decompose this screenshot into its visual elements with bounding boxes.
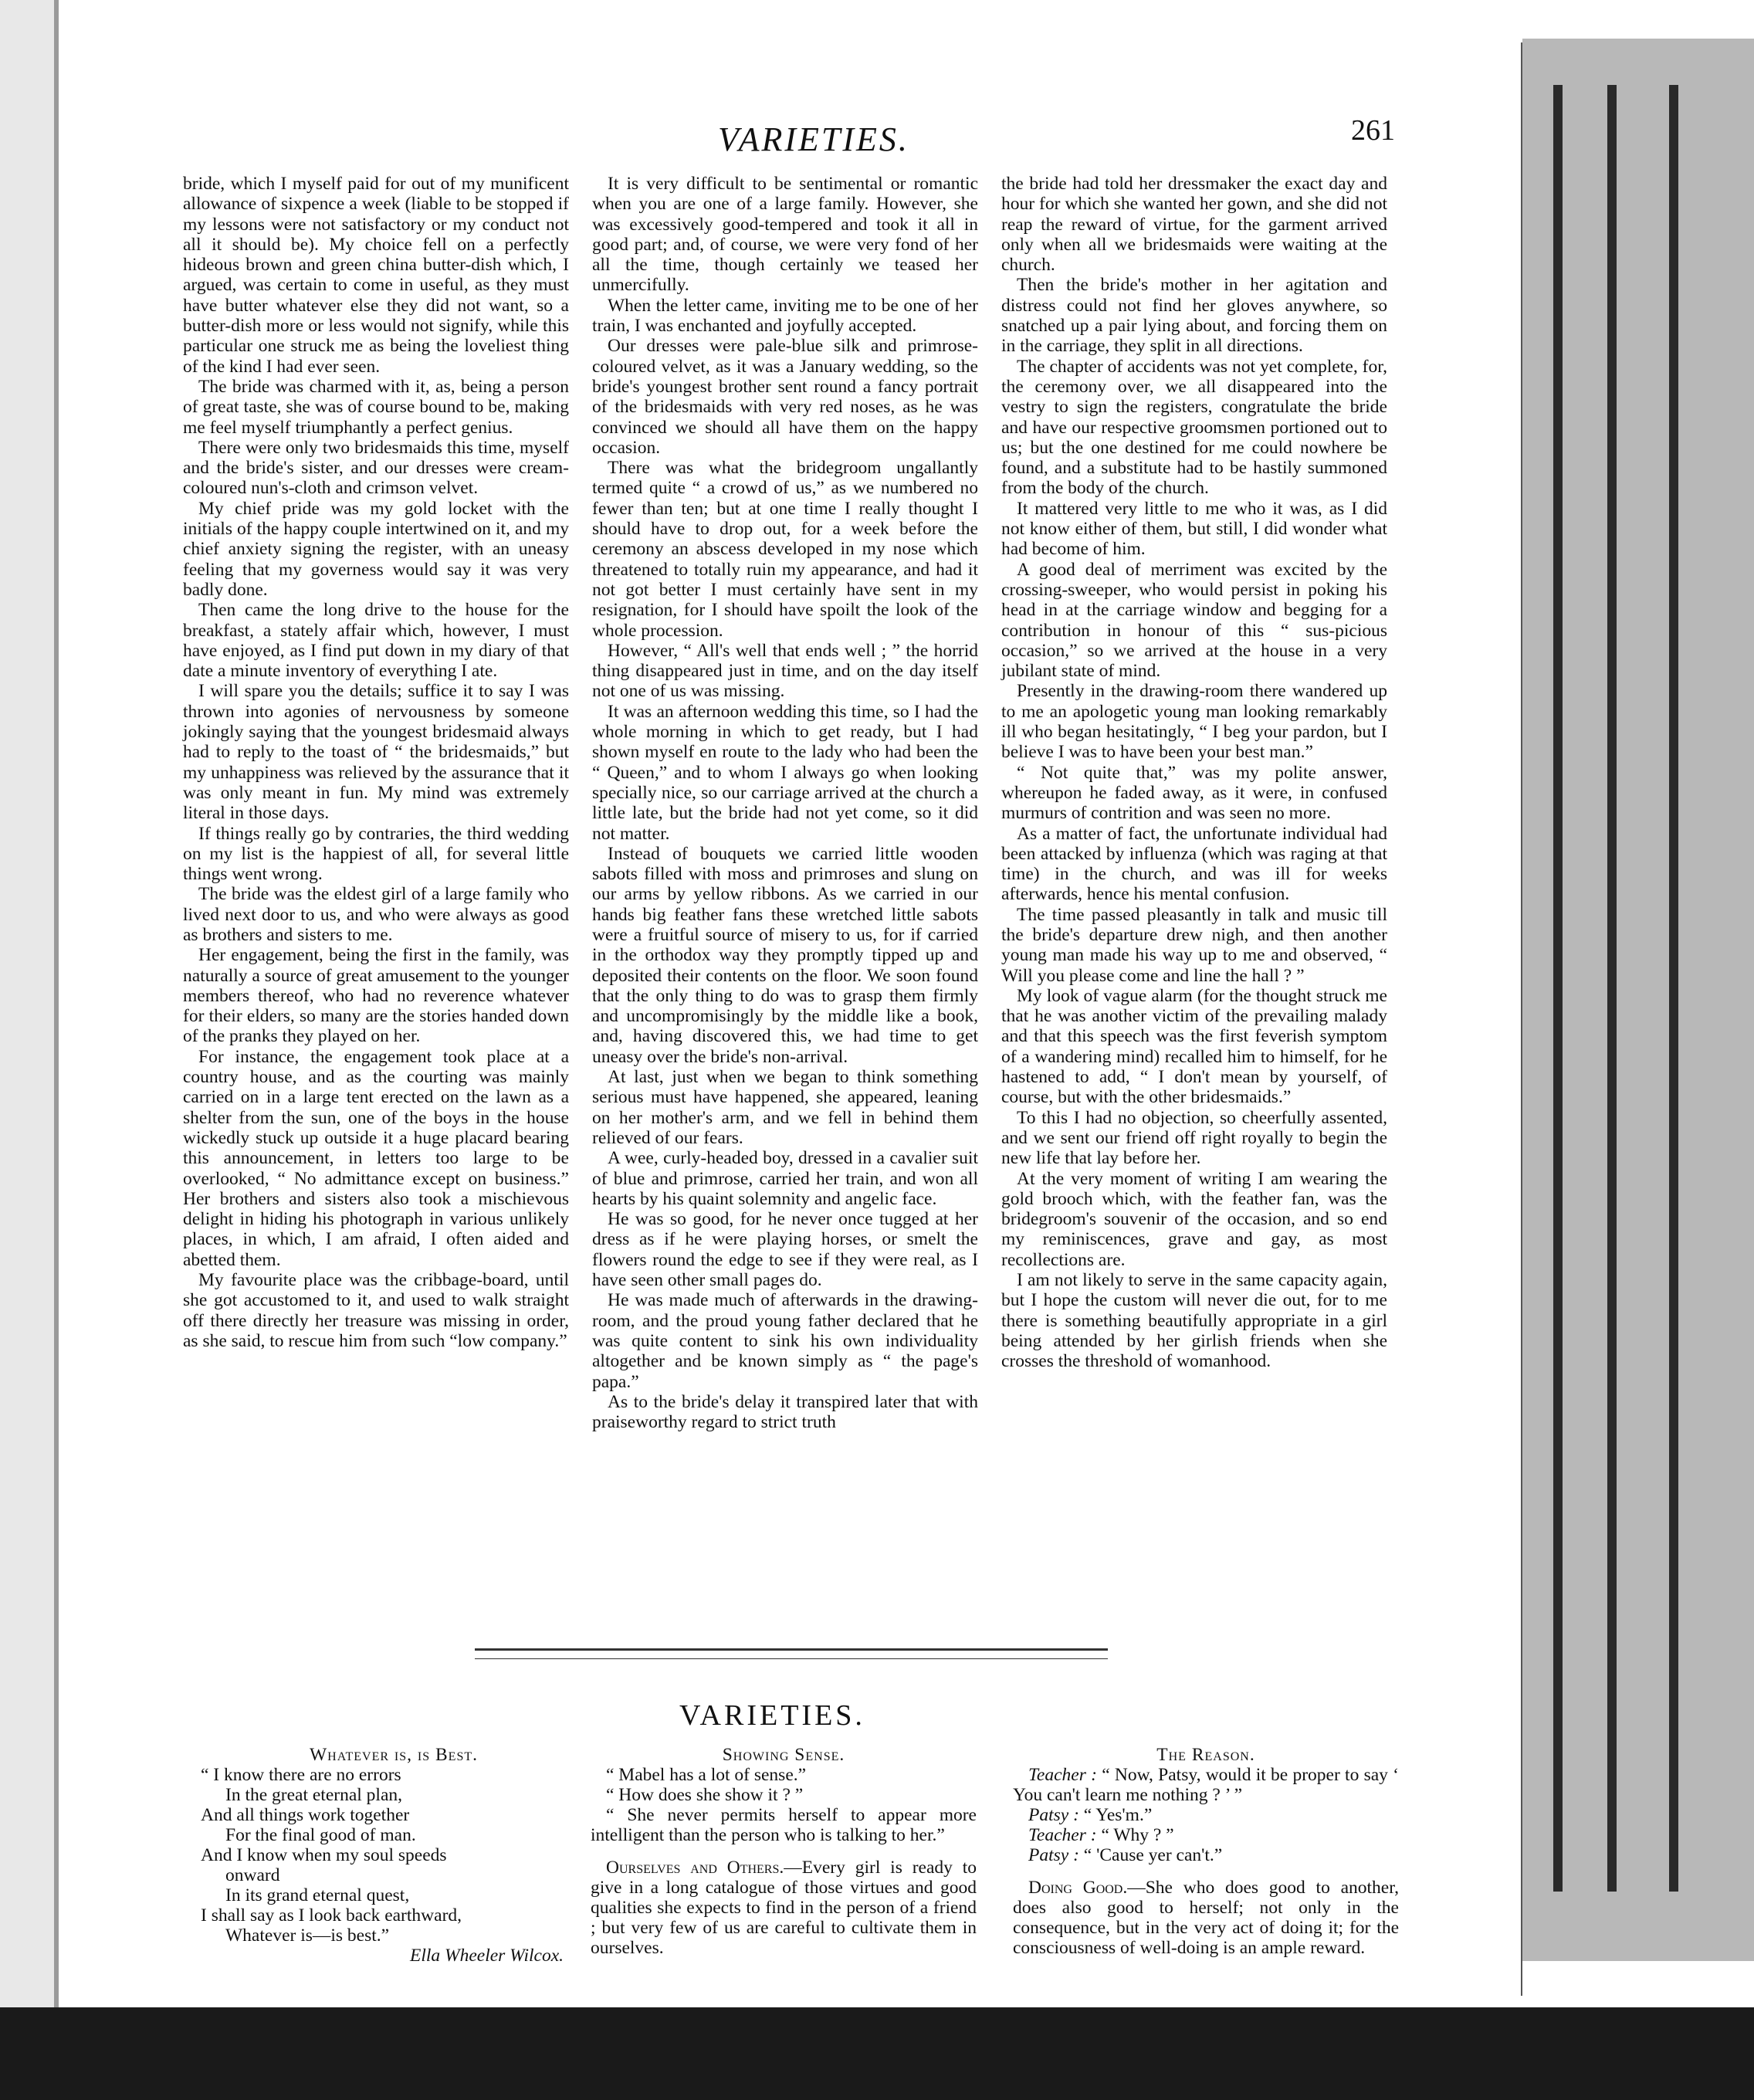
- paragraph: He was so good, for he never once tugged at her dress as if he were playing horses, or smelt the flowers round the edge to see if they were real, as I have seen other small pages do.: [592, 1209, 978, 1291]
- speaker: Teacher :: [1028, 1765, 1097, 1785]
- doing-good-text: —She who does good to another, does also good to herself; not only in the consequence, but in the very act of doing it; for the consciousness of well-doing is an ample reward.: [1013, 1878, 1399, 1958]
- sense-line: “ How does she show it ? ”: [606, 1785, 804, 1805]
- speaker: Teacher :: [1028, 1825, 1097, 1845]
- poem-line: And I know when my soul speeds: [201, 1845, 447, 1865]
- poem-line: For the final good of man.: [225, 1825, 416, 1845]
- book-page-edges: [1522, 39, 1754, 1961]
- paragraph: There were only two bridesmaids this time, myself and the bride's sister, and our dresses were cream-coloured nun's-cloth and crimson velvet.: [183, 437, 569, 499]
- paragraph: At last, just when we began to think something serious must have happened, she appeared, leaning on her mother's arm, and we fell in behind them relieved of our fears.: [592, 1067, 978, 1148]
- poem-line: In the great eternal plan,: [225, 1785, 403, 1805]
- paragraph: Then the bride's mother in her agitation and distress could not find her gloves anywhere, so snatched up a pair lying about, and forcing them on in the carriage, they split in all directions.: [1001, 275, 1387, 357]
- paragraph: The chapter of accidents was not yet complete, for, the ceremony over, we all disappeared into the vestry to sign the registers, congratulate the bride and have our respective groomsmen portioned out to us; but the one destined for me could nowhere be found, and a substitute had to be hastily summoned from the body of the church.: [1001, 356, 1387, 499]
- paragraph: A good deal of merriment was excited by the crossing-sweeper, who would persist in poking his head in at the carriage window and begging for a contribution in honour of this “ sus-picious occasion,” so we arrived at the house in a very jubilant state of mind.: [1001, 559, 1387, 682]
- paragraph: The bride was charmed with it, as, being a person of great taste, she was of course bound to be, making me feel myself triumphantly a perfect genius.: [183, 376, 569, 438]
- speech: “ Why ? ”: [1096, 1825, 1174, 1845]
- paragraph: Her engagement, being the first in the family, was naturally a source of great amusement to the younger members thereof, who had no reverence whatever for their elders, so many are the stories handed down of the pranks they played on her.: [183, 945, 569, 1047]
- sense-column: [591, 1745, 977, 1958]
- paragraph: At the very moment of writing I am wearing the gold brooch which, with the feather fan, was the bridegroom's souvenir of the occasion, and so end my reminiscences, grave and gay, as most recollections are.: [1001, 1168, 1387, 1270]
- paragraph: My favourite place was the cribbage-board, until she got accustomed to it, and used to walk straight off there directly her treasure was missing in order, as she said, to rescue him from such “low company.”: [183, 1270, 569, 1351]
- paragraph: A wee, curly-headed boy, dressed in a cavalier suit of blue and primrose, carried her train, and won all hearts by his quaint solemnity and angelic face.: [592, 1148, 978, 1209]
- poem-line: onward: [225, 1865, 280, 1885]
- paragraph: As a matter of fact, the unfortunate individual had been attacked by influenza (which was raging at that time) in the church, and was ill for weeks afterwards, hence his mental confusion.: [1001, 823, 1387, 905]
- poem-line: Whatever is—is best.”: [225, 1926, 390, 1946]
- sense-heading: Showing Sense.: [722, 1745, 845, 1765]
- poem-heading: Whatever is, is Best.: [309, 1745, 478, 1765]
- paragraph: The time passed pleasantly in talk and music till the bride's departure drew nigh, and then another young man made his way up to me and observed, “ Will you please come and line the hall ? ”: [1001, 904, 1387, 986]
- page-number: 261: [1351, 114, 1395, 147]
- paragraph: It was an afternoon wedding this time, so I had the whole morning in which to get ready, but I had shown myself en route to the lady who had been the “ Queen,” and to whom I always go when looking specially nice, so our carriage arrived at the church a little late, but the bride had not yet come, so it did not matter.: [592, 701, 978, 844]
- paragraph: If things really go by contraries, the third wedding on my list is the happiest of all, for several little things went wrong.: [183, 823, 569, 885]
- doing-good-lead: Doing Good.: [1028, 1878, 1128, 1898]
- page-edge-line: [1553, 85, 1563, 1892]
- poem-line: “ I know there are no errors: [201, 1765, 401, 1785]
- paragraph: To this I had no objection, so cheerfully assented, and we sent our friend off right royally to begin the new life that lay before her.: [1001, 1107, 1387, 1169]
- dialogue-line: [1013, 1765, 1399, 1805]
- paragraph: Instead of bouquets we carried little wooden sabots filled with moss and primroses and slung on our arms by yellow ribbons. As we carried in our hands big feather fans these wretched little sabots were a fruitful source of misery to us, for if carried in the orthodox way they promptly tipped up and deposited their contents on the floor. We soon found that the only thing to do was to grasp them firmly and uncompromisingly by the middle like a book, and, having discovered this, we had time to get uneasy over the bride's non-arrival.: [592, 843, 978, 1067]
- poem-line: And all things work together: [201, 1805, 410, 1825]
- reason-column: [1013, 1745, 1399, 1958]
- paragraph: As to the bride's delay it transpired later that with praiseworthy regard to strict truth: [592, 1391, 978, 1433]
- paragraph: I will spare you the details; suffice it to say I was thrown into agonies of nervousness by someone jokingly saying that the youngest bridesmaid always had to reply to the toast of “ the bridesmaids,” but my unhappiness was relieved by the assurance that it was only meant in fun. My mind was extremely literal in those days.: [183, 681, 569, 824]
- paragraph: For instance, the engagement took place at a country house, and as the courting was mainly carried on in a large tent erected on the lawn as a shelter from the sun, one of the boys in the house wickedly stuck up outside it a huge placard bearing this announcement, in letters too large to be overlooked, “ No admittance except on business.” Her brothers and sisters also took a mischievous delight in hiding his photograph in various unlikely places, in which, I am afraid, I often aided and abetted them.: [183, 1046, 569, 1270]
- paragraph: Then came the long drive to the house for the breakfast, a stately affair which, however, I must have enjoyed, as I find put down in my diary of that date a minute inventory of everything I ate.: [183, 600, 569, 682]
- text-column-3: [1001, 174, 1387, 1372]
- running-head: VARIETIES.: [718, 120, 909, 158]
- speech: “ 'Cause yer can't.”: [1078, 1845, 1223, 1865]
- paragraph: the bride had told her dressmaker the exact day and hour for which she wanted her gown, and she did not reap the reward of virtue, for the garment arrived only when all we bridesmaids were waiting at the church.: [1001, 174, 1387, 276]
- section-divider: [475, 1648, 1108, 1659]
- ourselves-text: —Every girl is ready to give in a long catalogue of those virtues and good qualities she expects to find in the person of a friend ; but very few of us are careful to cultivate them in ourselves.: [591, 1858, 977, 1958]
- poem-author: Ella Wheeler Wilcox.: [409, 1946, 564, 1966]
- speech: “ Yes'm.”: [1078, 1805, 1153, 1825]
- text-column-1: [183, 174, 569, 1351]
- paragraph: When the letter came, inviting me to be one of her train, I was enchanted and joyfully accepted.: [592, 295, 978, 337]
- speaker: Patsy :: [1028, 1805, 1079, 1825]
- dialogue-line: [1013, 1845, 1399, 1865]
- paragraph: bride, which I myself paid for out of my munificent allowance of sixpence a week (liable to be stopped if my lessons were not satisfactory or my conduct not all it should be). My choice fell on a perfectly hideous brown and green china butter-dish which, I argued, was certain to come in useful, as they must have butter whatever else they did not want, so a butter-dish more or less would not signify, while this particular one struck me as being the loveliest thing of the kind I had ever seen.: [183, 174, 569, 377]
- paragraph: He was made much of afterwards in the drawing-room, and the proud young father declared that he was quite content to sink his own individuality altogether and be known simply as “ the page's papa.”: [592, 1290, 978, 1392]
- paragraph: It mattered very little to me who it was, as I did not know either of them, but still, I did wonder what had become of him.: [1001, 498, 1387, 560]
- text-column-2: [592, 174, 978, 1432]
- paragraph: It is very difficult to be sentimental or romantic when you are one of a large family. However, she was excessively good-tempered and took it all in good part; and, of course, we were very fond of her all the time, though certainly we teased her unmercifully.: [592, 174, 978, 296]
- book-binding-left: [0, 0, 59, 2100]
- paragraph: I am not likely to serve in the same capacity again, but I hope the custom will never die out, for to me there is something beautifully appropriate in a girl being attended by her girlish friends when she crosses the threshold of womanhood.: [1001, 1270, 1387, 1372]
- poem-line: In its grand eternal quest,: [225, 1885, 410, 1905]
- book-bottom-shadow: [0, 2007, 1754, 2100]
- paragraph: Our dresses were pale-blue silk and primrose-coloured velvet, as it was a January wedding, so the bride's youngest brother sent round a fancy portrait of the bridesmaids with very red noses, as he was convinced we should all have them on the happy occasion.: [592, 336, 978, 458]
- reason-heading: The Reason.: [1156, 1745, 1255, 1765]
- dialogue-line: [1013, 1825, 1399, 1845]
- speaker: Patsy :: [1028, 1845, 1079, 1865]
- section-title: VARIETIES.: [679, 1699, 865, 1732]
- paragraph: However, “ All's well that ends well ; ” the horrid thing disappeared just in time, and on the day itself not one of us was missing.: [592, 640, 978, 702]
- sense-line: “ Mabel has a lot of sense.”: [606, 1765, 807, 1785]
- doing-good-paragraph: [1013, 1878, 1399, 1958]
- ourselves-lead: Ourselves and Others.: [606, 1858, 784, 1878]
- sense-line: “ She never permits herself to appear more intelligent than the person who is talking to her.”: [591, 1805, 977, 1845]
- paragraph: My look of vague alarm (for the thought struck me that he was another victim of the prevailing malady and that this speech was the first feverish symptom of a wandering mind) recalled him to himself, for he hastened to add, “ I don't mean by yourself, of course, but with the other bridesmaids.”: [1001, 985, 1387, 1108]
- speech: “ Now, Patsy, would it be proper to say ‘ You can't learn me nothing ? ’ ”: [1013, 1765, 1399, 1805]
- book-page: [77, 42, 1521, 1996]
- paragraph: The bride was the eldest girl of a large family who lived next door to us, and who were always as good as brothers and sisters to me.: [183, 884, 569, 945]
- paragraph: “ Not quite that,” was my polite answer, whereupon he faded away, as it were, in confused murmurs of contrition and was seen no more.: [1001, 762, 1387, 824]
- paragraph: There was what the bridegroom ungallantly termed quite “ a crowd of us,” as we numbered no fewer than ten; but at one time I really thought I should have to drop out, for a week before the ceremony an abscess developed in my nose which threatened to totally ruin my appearance, and had it not got better I must certainly have sent in my resignation, for I should have spoilt the look of the whole procession.: [592, 458, 978, 641]
- page-edge-line: [1669, 85, 1678, 1892]
- ourselves-paragraph: [591, 1858, 977, 1958]
- page-edge-line: [1607, 85, 1617, 1892]
- paragraph: Presently in the drawing-room there wandered up to me an apologetic young man looking remarkably ill who began hesitatingly, “ I beg your pardon, but I believe I was to have been your best man.”: [1001, 681, 1387, 763]
- dialogue-line: [1013, 1805, 1399, 1825]
- poem-column: [201, 1745, 587, 1966]
- poem-line: I shall say as I look back earthward,: [201, 1905, 462, 1926]
- paragraph: My chief pride was my gold locket with the initials of the happy couple intertwined on it, and my chief anxiety signing the register, with an uneasy feeling that my governess would say it was very badly done.: [183, 498, 569, 600]
